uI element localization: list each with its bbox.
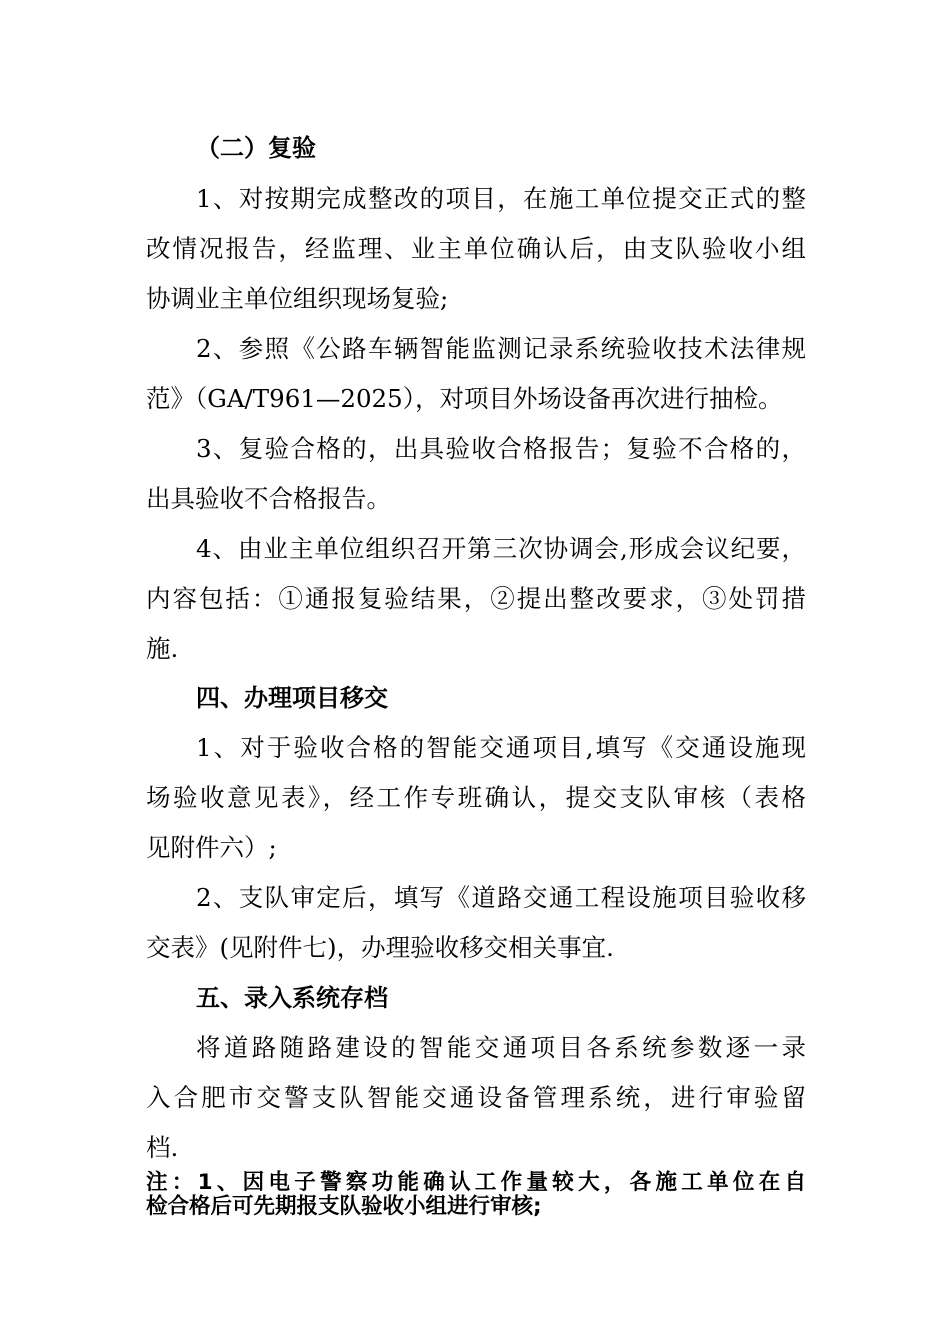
heading-handover: 四、办理项目移交 (196, 684, 388, 712)
archive-body-line1: 将道路随路建设的智能交通项目各系统参数逐一录 (196, 1033, 806, 1062)
handover-item1-line3: 见附件六）; (146, 833, 277, 862)
handover-item1-line2: 场验收意见表》，经工作专班确认，提交支队审核（表格 (146, 783, 806, 812)
archive-body-line2: 入合肥市交警支队智能交通设备管理系统，进行审验留 (146, 1083, 806, 1112)
recheck-item4-line1: 4、由业主单位组织召开第三次协调会,形成会议纪要， (196, 534, 806, 563)
note-line2: 检合格后可先期报支队验收小组进行审核; (146, 1194, 542, 1219)
recheck-item2-line1: 2、参照《公路车辆智能监测记录系统验收技术法律规 (196, 334, 806, 363)
recheck-item1-line1: 1、对按期完成整改的项目，在施工单位提交正式的整 (196, 184, 806, 213)
archive-body-line3: 档. (146, 1133, 179, 1162)
heading-archive: 五、录入系统存档 (196, 984, 388, 1012)
handover-item2-line1: 2、支队审定后，填写《道路交通工程设施项目验收移 (196, 883, 806, 912)
recheck-item1-line2: 改情况报告，经监理、业主单位确认后，由支队验收小组 (146, 234, 806, 263)
recheck-item1-line3: 协调业主单位组织现场复验; (146, 284, 449, 313)
heading-recheck: （二）复验 (196, 134, 316, 162)
recheck-item4-line2: 内容包括：①通报复验结果，②提出整改要求，③处罚措 (146, 584, 806, 613)
handover-item1-line1: 1、对于验收合格的智能交通项目,填写《交通设施现 (196, 733, 806, 762)
handover-item2-line2: 交表》(见附件七)，办理验收移交相关事宜. (146, 933, 614, 962)
recheck-item2-line2: 范》（GA/T961—2025），对项目外场设备再次进行抽检。 (146, 384, 783, 413)
note-line1: 注：1、因电子警察功能确认工作量较大，各施工单位在自 (146, 1170, 806, 1195)
recheck-item4-line3: 施. (146, 634, 179, 663)
recheck-item3-line2: 出具验收不合格报告。 (146, 484, 391, 513)
recheck-item3-line1: 3、复验合格的，出具验收合格报告；复验不合格的， (196, 434, 806, 463)
